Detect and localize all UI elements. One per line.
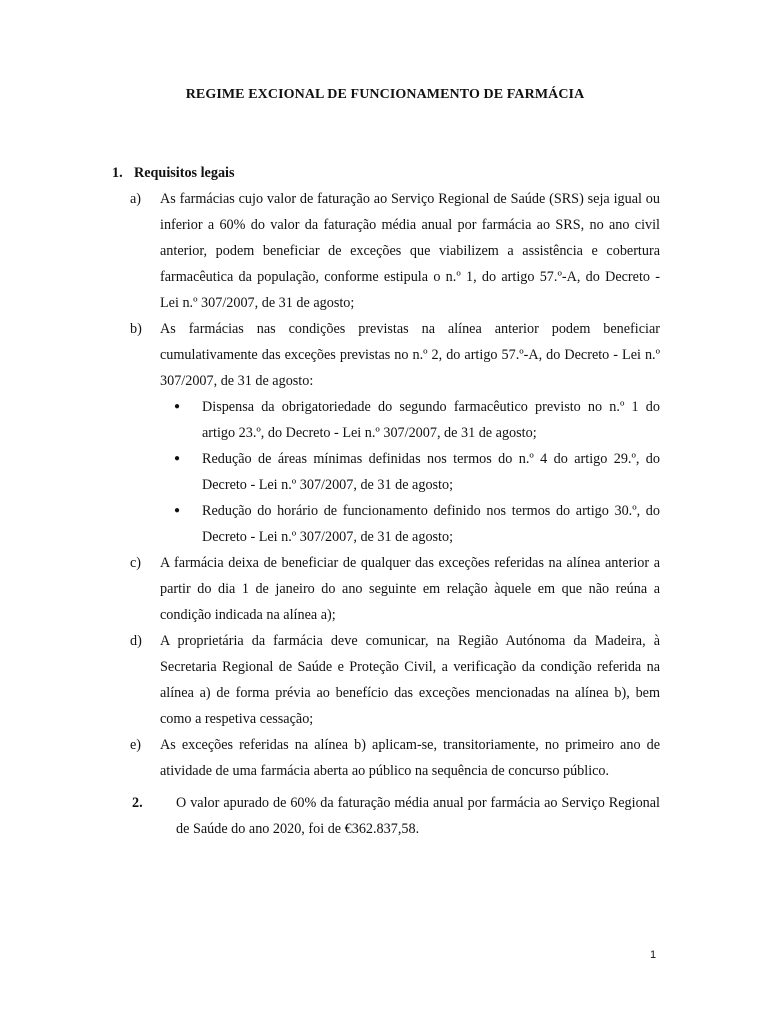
bullet-list — [112, 394, 660, 550]
list-item-d — [112, 628, 660, 732]
bullet-text: Redução do horário de funcionamento definido nos termos do artigo 30.º, do Decreto - Lei n.º 307/2007, de 31 de agosto; — [202, 503, 660, 545]
section-heading — [112, 160, 660, 186]
list-item-e — [112, 732, 660, 784]
bullet-item — [112, 394, 660, 446]
bullet-item — [112, 498, 660, 550]
list-item-b — [112, 316, 660, 394]
page-number: 1 — [650, 949, 657, 961]
bullet-text: Redução de áreas mínimas definidas nos termos do n.º 4 do artigo 29.º, do Decreto - Lei n.º 307/2007, de 31 de agosto; — [202, 451, 660, 493]
item-marker: e) — [130, 737, 142, 753]
list-item-a — [112, 186, 660, 316]
bullet-icon: ● — [174, 505, 181, 516]
bullet-icon: ● — [174, 453, 181, 464]
bullet-text: Dispensa da obrigatoriedade do segundo farmacêutico previsto no n.º 1 do artigo 23.º, do Decreto - Lei n.º 307/2007, de 31 de agosto; — [202, 399, 660, 441]
bullet-item — [112, 446, 660, 498]
section-number: 2. — [132, 795, 143, 811]
section-number: 1. — [112, 165, 123, 181]
item-text: A farmácia deixa de beneficiar de qualquer das exceções referidas na alínea anterior a partir do dia 1 de janeiro do ano seguinte em relação àquele em que não reúna a condição indicada na alínea a); — [160, 555, 660, 623]
document-title: REGIME EXCIONAL DE FUNCIONAMENTO DE FARMÁCIA — [185, 87, 585, 102]
item-text: As farmácias nas condições previstas na alínea anterior podem beneficiar cumulativamente das exceções previstas no n.º 2, do artigo 57.º-A, do Decreto - Lei n.º 307/2007, de 31 de agosto: — [160, 321, 660, 389]
section-valor-apurado — [112, 790, 660, 842]
bullet-icon: ● — [174, 401, 181, 412]
item-marker: a) — [130, 191, 142, 207]
item-marker: c) — [130, 555, 142, 571]
item-text: As exceções referidas na alínea b) aplicam-se, transitoriamente, no primeiro ano de atividade de uma farmácia aberta ao público na sequência de concurso público. — [160, 737, 660, 779]
list-item-c — [112, 550, 660, 628]
item-text: As farmácias cujo valor de faturação ao Serviço Regional de Saúde (SRS) seja igual ou inferior a 60% do valor da faturação média anual por farmácia ao SRS, no ano civil anterior, podem beneficiar de exceções que viabilizem a assistência e cobertura farmacêutica da população, conforme estipula o n.º 1, do artigo 57.º-A, do Decreto - Lei n.º 307/2007, de 31 de agosto; — [160, 191, 660, 311]
section-text: O valor apurado de 60% da faturação média anual por farmácia ao Serviço Regional de Saúde do ano 2020, foi de €362.837,58. — [176, 795, 660, 837]
item-marker: b) — [130, 321, 142, 337]
item-text: A proprietária da farmácia deve comunicar, na Região Autónoma da Madeira, à Secretaria Regional de Saúde e Proteção Civil, a verificação da condição referida na alínea a) de forma prévia ao benefício das exceções mencionadas na alínea b), bem como a respetiva cessação; — [160, 633, 660, 727]
section-requisitos-legais — [112, 160, 660, 784]
item-marker: d) — [130, 633, 142, 649]
section-heading-text: Requisitos legais — [134, 165, 235, 181]
